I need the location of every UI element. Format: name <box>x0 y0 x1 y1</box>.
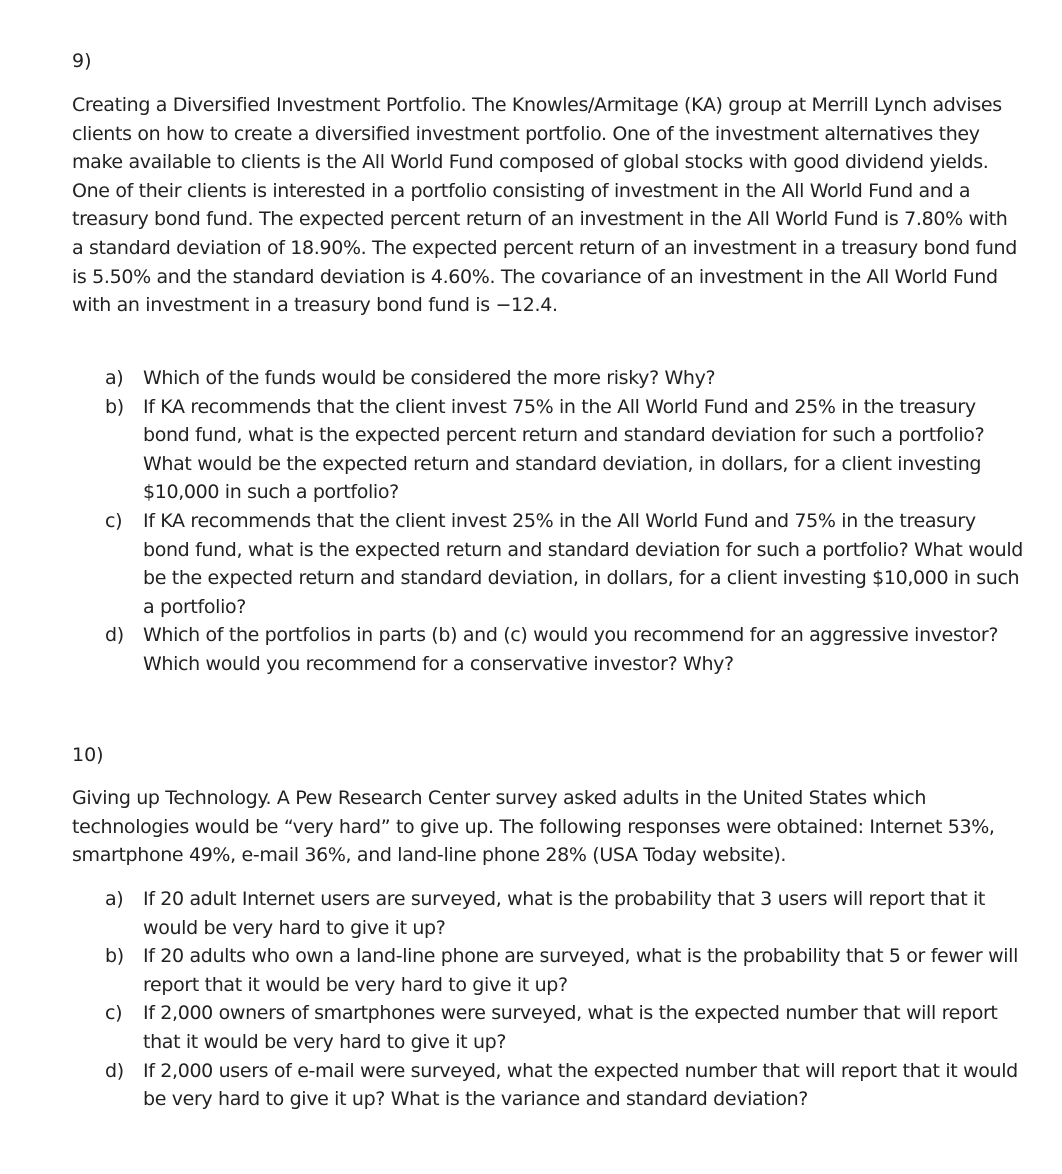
part-text: Which of the funds would be considered the more risky? Why? <box>143 367 716 389</box>
part-text: If 20 adults who own a land-line phone are surveyed, what is the probability that 5 or fewer will report that it would be very hard to give it up? <box>143 945 1019 996</box>
part-text: If 2,000 users of e-mail were surveyed, what the expected number that will report that it would be very hard to give it up? What is the variance and standard deviation? <box>143 1059 1018 1111</box>
part-label: a) <box>105 888 124 910</box>
question-10-subparts <box>105 885 1025 1114</box>
part-label: a) <box>105 367 124 389</box>
part-label: b) <box>105 945 124 968</box>
question-10-part-a <box>105 885 1025 942</box>
question-10-part-c <box>105 999 1025 1056</box>
question-9-part-a <box>105 364 1025 393</box>
question-10-part-d <box>105 1057 1025 1114</box>
question-10-paragraph: Giving up Technology. A Pew Research Center survey asked adults in the United States which technologies would be “very hard” to give up. The following responses were obtained: Internet 53%, smartphone 49%, e-mail 36%, and land-line phone 28% (USA Today website). <box>72 787 995 867</box>
part-label: d) <box>105 1059 124 1082</box>
question-9-subparts <box>105 364 1025 679</box>
question-9-part-d <box>105 621 1025 678</box>
part-label: c) <box>105 509 123 532</box>
part-label: c) <box>105 1002 123 1025</box>
part-text: If KA recommends that the client invest 25% in the All World Fund and 75% in the treasury bond fund, what is the expected return and standard deviation for such a portfolio? What would be the expected return and standard deviation, in dollars, for a client investing $10,000 in such a portfolio? <box>143 509 1024 618</box>
part-label: d) <box>105 624 124 647</box>
question-9-part-b <box>105 393 1025 507</box>
part-text: If KA recommends that the client invest 75% in the All World Fund and 25% in the treasury bond fund, what is the expected percent return and standard deviation for such a portfolio? What would be the expected return and standard deviation, in dollars, for a client investing $10,000 in such a portfolio? <box>143 395 985 504</box>
question-9-paragraph: Creating a Diversified Investment Portfolio. The Knowles/Armitage (KA) group at Merrill Lynch advises clients on how to create a diversified investment portfolio. One of the investment alternatives they make available to clients is the All World Fund composed of global stocks with good dividend yields. One of their clients is interested in a portfolio consisting of investment in the All World Fund and a treasury bond fund. The expected percent return of an investment in the All World Fund is 7.80% with a standard deviation of 18.90%. The expected percent return of an investment in a treasury bond fund is 5.50% and the standard deviation is 4.60%. The covariance of an investment in the All World Fund with an investment in a treasury bond fund is −12.4. <box>72 94 1017 317</box>
part-text: If 20 adult Internet users are surveyed, what is the probability that 3 users will report that it would be very hard to give it up? <box>143 888 986 939</box>
question-9-number: 9) <box>72 50 92 72</box>
part-text: Which of the portfolios in parts (b) and (c) would you recommend for an aggressive investor? Which would you recommend for a conservative investor? Why? <box>143 624 999 675</box>
part-text: If 2,000 owners of smartphones were surveyed, what is the expected number that will report that it would be very hard to give it up? <box>143 1002 998 1053</box>
question-9-part-c <box>105 507 1025 621</box>
part-label: b) <box>105 395 124 418</box>
question-10-part-b <box>105 942 1025 999</box>
question-10-number: 10) <box>72 744 104 766</box>
